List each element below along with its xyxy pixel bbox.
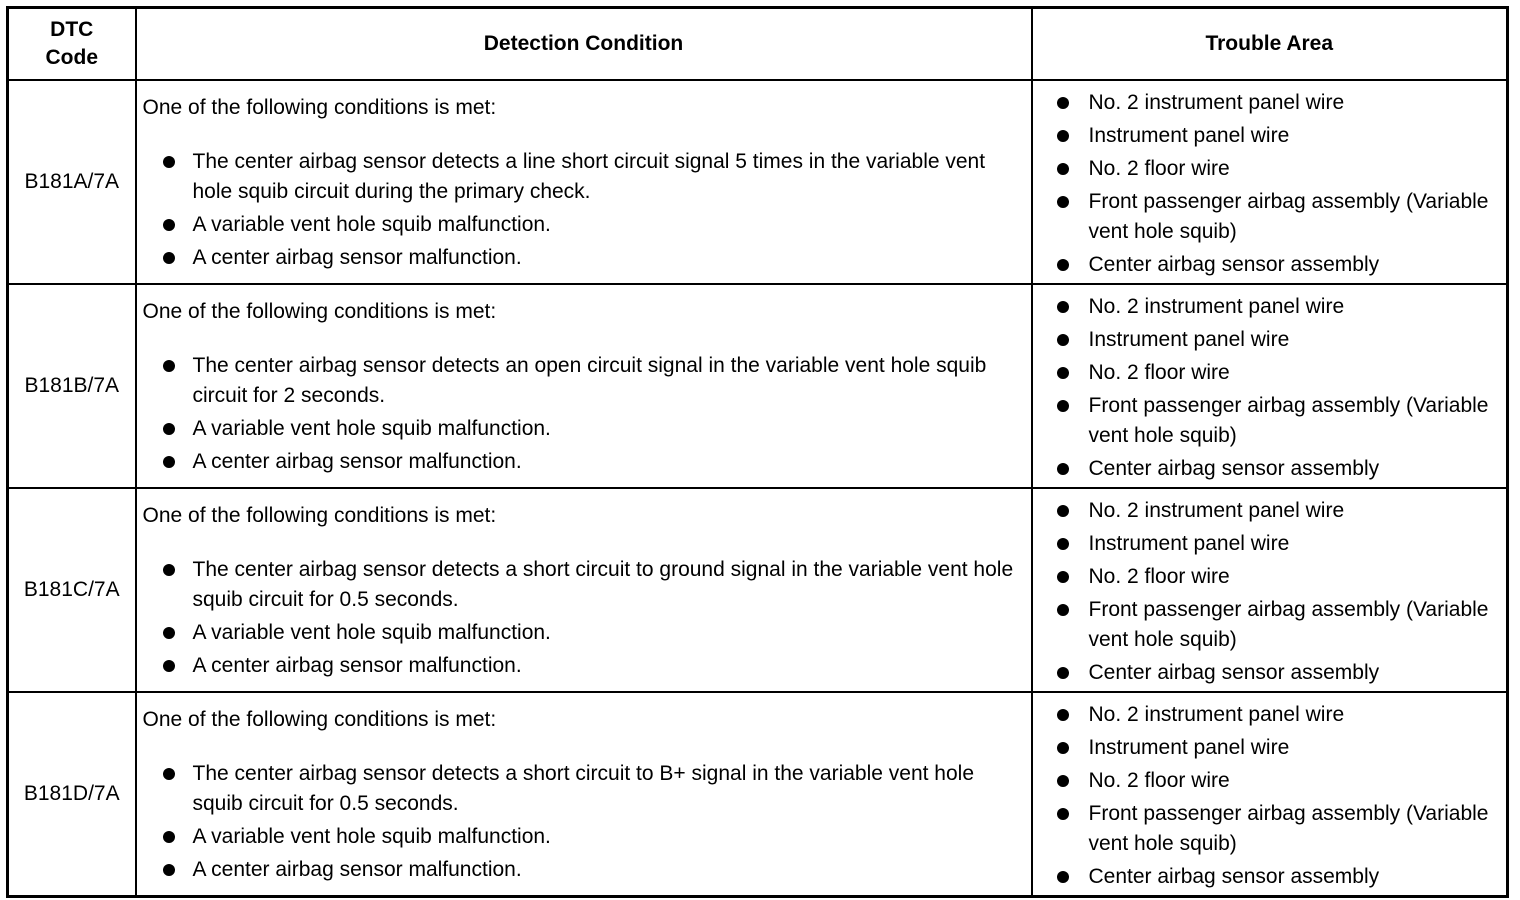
bullet-icon [1057,196,1069,208]
condition-list-item [143,351,1025,411]
trouble-area-list-item [1039,358,1501,388]
table-body [8,80,1508,897]
bullet-icon [1057,538,1069,550]
bullet-icon [163,219,175,231]
trouble-area-text: Center airbag sensor assembly [1088,864,1380,888]
trouble-area-text: Center airbag sensor assembly [1088,456,1380,480]
bullet-icon [163,456,175,468]
trouble-area-list-item [1039,733,1501,763]
trouble-area-text: Front passenger airbag assembly (Variable vent hole squib) [1088,393,1489,447]
condition-text: A variable vent hole squib malfunction. [192,416,551,440]
condition-list-item [143,759,1025,819]
bullet-icon [163,831,175,843]
trouble-area-text: No. 2 floor wire [1088,360,1230,384]
bullet-icon [1057,463,1069,475]
dtc-code-cell: B181C/7A [8,488,136,692]
trouble-area-list-item [1039,529,1501,559]
trouble-area-text: No. 2 floor wire [1088,564,1230,588]
bullet-icon [163,252,175,264]
condition-intro-text: One of the following conditions is met: [142,299,497,323]
trouble-area-list-item [1039,862,1501,892]
dtc-table [6,6,1509,898]
condition-list-item [143,243,1025,273]
trouble-area-list-item [1039,562,1501,592]
condition-list-item [143,822,1025,852]
trouble-area-list [1039,88,1501,280]
header-dtc-code [8,8,136,80]
trouble-area-list-item [1039,391,1501,451]
table-header-row [8,8,1508,80]
detection-condition-cell [136,488,1032,692]
trouble-area-text: Instrument panel wire [1088,123,1290,147]
trouble-area-list-item [1039,799,1501,859]
header-dtc-code-line1: DTC [50,17,94,41]
trouble-area-list-item [1039,250,1501,280]
condition-list-item [143,555,1025,615]
bullet-icon [163,360,175,372]
bullet-icon [163,768,175,780]
condition-list-item [143,414,1025,444]
trouble-area-text: Center airbag sensor assembly [1088,660,1380,684]
bullet-icon [1057,871,1069,883]
bullet-icon [163,627,175,639]
condition-text: A center airbag sensor malfunction. [192,857,522,881]
dtc-code-cell: B181D/7A [8,692,136,897]
bullet-icon [1057,367,1069,379]
bullet-icon [163,156,175,168]
condition-list-item [143,855,1025,885]
condition-list [143,555,1025,681]
bullet-icon [1057,400,1069,412]
bullet-icon [163,423,175,435]
condition-list-item [143,147,1025,207]
condition-text: A center airbag sensor malfunction. [192,245,522,269]
header-detection-condition: Detection Condition [136,8,1032,80]
trouble-area-list-item [1039,766,1501,796]
bullet-icon [1057,97,1069,109]
condition-list-item [143,651,1025,681]
bullet-icon [163,864,175,876]
detection-condition-cell [136,80,1032,284]
condition-list-item [143,210,1025,240]
trouble-area-list [1039,292,1501,484]
detection-condition-cell [136,284,1032,488]
condition-intro-text: One of the following conditions is met: [142,503,497,527]
trouble-area-text: Center airbag sensor assembly [1088,252,1380,276]
bullet-icon [1057,604,1069,616]
trouble-area-text: No. 2 instrument panel wire [1088,90,1345,114]
trouble-area-text: Instrument panel wire [1088,327,1290,351]
trouble-area-list-item [1039,154,1501,184]
condition-text: A center airbag sensor malfunction. [192,653,522,677]
trouble-area-list [1039,700,1501,892]
detection-condition-cell [136,692,1032,897]
bullet-icon [1057,259,1069,271]
condition-text: A variable vent hole squib malfunction. [192,824,551,848]
table-row [8,80,1508,284]
condition-text: The center airbag sensor detects a short circuit to ground signal in the variable vent hole squib circuit for 0.5 seconds. [192,557,1014,611]
trouble-area-text: No. 2 floor wire [1088,768,1230,792]
condition-text: A center airbag sensor malfunction. [192,449,522,473]
condition-text: A variable vent hole squib malfunction. [192,212,551,236]
bullet-icon [1057,571,1069,583]
bullet-icon [1057,130,1069,142]
trouble-area-list-item [1039,658,1501,688]
trouble-area-text: Instrument panel wire [1088,531,1290,555]
bullet-icon [1057,505,1069,517]
bullet-icon [1057,334,1069,346]
bullet-icon [1057,667,1069,679]
bullet-icon [163,660,175,672]
table-row [8,692,1508,897]
dtc-code-cell: B181B/7A [8,284,136,488]
trouble-area-list-item [1039,292,1501,322]
bullet-icon [1057,742,1069,754]
trouble-area-list-item [1039,88,1501,118]
header-trouble-area: Trouble Area [1032,8,1508,80]
trouble-area-cell [1032,488,1508,692]
trouble-area-text: Instrument panel wire [1088,735,1290,759]
condition-list [143,147,1025,273]
table-row [8,488,1508,692]
trouble-area-list-item [1039,325,1501,355]
condition-text: The center airbag sensor detects a line short circuit signal 5 times in the variable vent hole squib circuit during the primary check. [192,149,986,203]
trouble-area-cell [1032,284,1508,488]
trouble-area-list-item [1039,700,1501,730]
table-row [8,284,1508,488]
trouble-area-text: Front passenger airbag assembly (Variable vent hole squib) [1088,189,1489,243]
bullet-icon [1057,775,1069,787]
bullet-icon [1057,808,1069,820]
condition-intro-text: One of the following conditions is met: [142,95,497,119]
trouble-area-list-item [1039,595,1501,655]
condition-list-item [143,447,1025,477]
trouble-area-list-item [1039,496,1501,526]
bullet-icon [1057,301,1069,313]
bullet-icon [1057,709,1069,721]
trouble-area-text: Front passenger airbag assembly (Variable vent hole squib) [1088,801,1489,855]
trouble-area-list-item [1039,454,1501,484]
trouble-area-text: Front passenger airbag assembly (Variable vent hole squib) [1088,597,1489,651]
trouble-area-text: No. 2 instrument panel wire [1088,702,1345,726]
condition-text: A variable vent hole squib malfunction. [192,620,551,644]
condition-list [143,351,1025,477]
trouble-area-list-item [1039,121,1501,151]
header-dtc-code-line2: Code [45,45,98,69]
trouble-area-list [1039,496,1501,688]
trouble-area-text: No. 2 instrument panel wire [1088,498,1345,522]
bullet-icon [1057,163,1069,175]
condition-text: The center airbag sensor detects an open circuit signal in the variable vent hole squib circuit for 2 seconds. [192,353,987,407]
condition-list [143,759,1025,885]
condition-list-item [143,618,1025,648]
trouble-area-text: No. 2 floor wire [1088,156,1230,180]
trouble-area-text: No. 2 instrument panel wire [1088,294,1345,318]
trouble-area-list-item [1039,187,1501,247]
trouble-area-cell [1032,692,1508,897]
bullet-icon [163,564,175,576]
condition-text: The center airbag sensor detects a short circuit to B+ signal in the variable vent hole squib circuit for 0.5 seconds. [192,761,975,815]
trouble-area-cell [1032,80,1508,284]
dtc-code-cell: B181A/7A [8,80,136,284]
condition-intro-text: One of the following conditions is met: [142,707,497,731]
